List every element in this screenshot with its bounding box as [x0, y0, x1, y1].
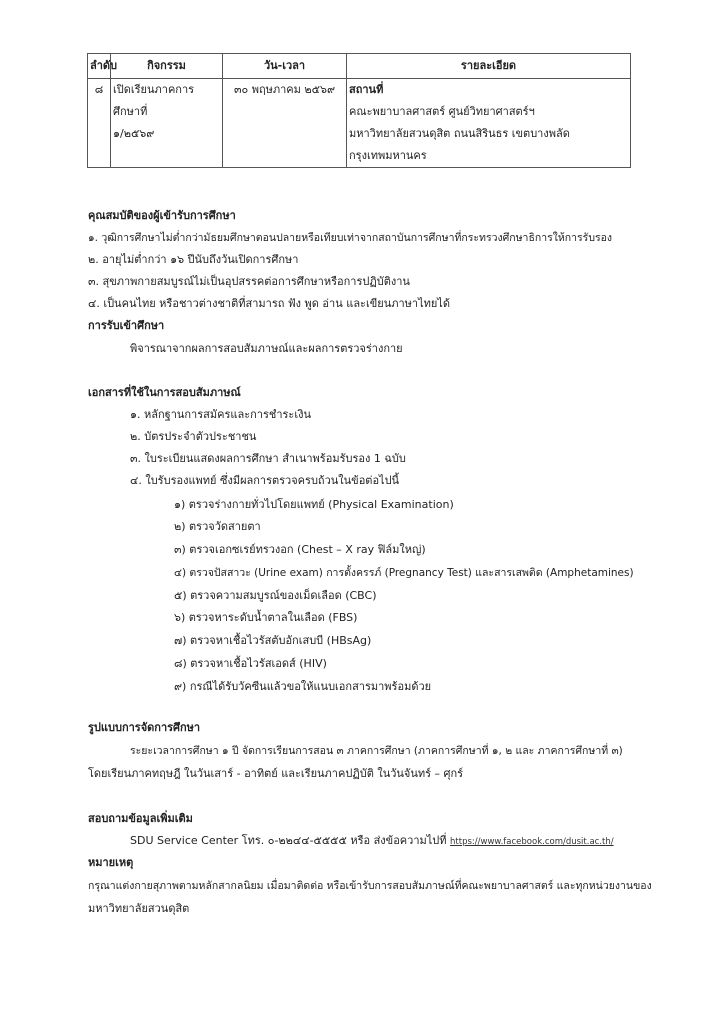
header-no: ลำดับ: [88, 54, 111, 79]
contact-text: SDU Service Center โทร. ๐-๒๒๔๔-๕๕๕๕ หรือ ส่งข้อความไปที่: [130, 834, 447, 847]
medical-item: ๑) ตรวจร่างกายทั่วไปโดยแพทย์ (Physical Examination): [174, 498, 454, 511]
document-item: ๓. ใบระเบียนแสดงผลการศึกษา สำเนาพร้อมรับรอง 1 ฉบับ: [130, 452, 406, 465]
header-date: วัน-เวลา: [223, 54, 347, 79]
table-row: [88, 79, 631, 168]
medical-item: ๓) ตรวจเอกซเรย์ทรวงอก (Chest – X ray ฟิล์มใหญ่): [174, 543, 426, 556]
qualification-item: ๔. เป็นคนไทย หรือชาวต่างชาติที่สามารถ ฟัง พูด อ่าน และเขียนภาษาไทยได้: [88, 297, 450, 310]
detail-line: กรุงเทพมหานคร: [349, 149, 427, 162]
header-activity: กิจกรรม: [111, 54, 223, 79]
qualifications-title: คุณสมบัติของผู้เข้ารับการศึกษา: [88, 209, 236, 222]
qualification-item: ๑. วุฒิการศึกษาไม่ต่ำกว่ามัธยมศึกษาตอนปลายหรือเทียบเท่าจากสถาบันการศึกษาที่กระทรวงศึกษาธิการให้การรับรอง: [88, 232, 613, 244]
detail-line: มหาวิทยาลัยสวนดุสิต ถนนสิรินธร เขตบางพลัด: [349, 127, 570, 140]
medical-item: ๘) ตรวจหาเชื้อไวรัสเอดส์ (HIV): [174, 657, 327, 670]
note-title: หมายเหตุ: [88, 856, 134, 869]
contact-title: สอบถามข้อมูลเพิ่มเติม: [88, 812, 193, 825]
qualification-item: ๒. อายุไม่ต่ำกว่า ๑๖ ปีนับถึงวันเปิดการศึกษา: [88, 253, 299, 266]
contact-line: [130, 834, 614, 849]
medical-item: ๗) ตรวจหาเชื้อไวรัสตับอักเสบบี (HBsAg): [174, 634, 372, 647]
detail-line: คณะพยาบาลศาสตร์ ศูนย์วิทยาศาสตร์ฯ: [349, 105, 535, 118]
format-title: รูปแบบการจัดการศึกษา: [88, 721, 201, 734]
note-line: มหาวิทยาลัยสวนดุสิต: [88, 902, 190, 915]
medical-item: ๕) ตรวจความสมบูรณ์ของเม็ดเลือด (CBC): [174, 589, 377, 602]
row-no: ๘: [88, 79, 111, 168]
header-detail: รายละเอียด: [347, 54, 631, 79]
note-line: กรุณาแต่งกายสุภาพตามหลักสากลนิยม เมื่อมาติดต่อ หรือเข้ารับการสอบสัมภาษณ์ที่คณะพยาบาลศาสตร์ และทุกหน่วยงานของ: [88, 880, 652, 892]
row-detail: [347, 79, 631, 168]
medical-item: ๖) ตรวจหาระดับน้ำตาลในเลือด (FBS): [174, 611, 358, 624]
format-line: โดยเรียนภาคทฤษฎี ในวันเสาร์ - อาทิตย์ และเรียนภาคปฏิบัติ ในวันจันทร์ – ศุกร์: [88, 767, 464, 780]
document-item: ๒. บัตรประจำตัวประชาชน: [130, 430, 257, 443]
medical-item: ๙) กรณีได้รับวัคซีนแล้วขอให้แนบเอกสารมาพร้อมด้วย: [174, 680, 432, 693]
facebook-link[interactable]: https://www.facebook.com/dusit.ac.th/: [450, 837, 614, 847]
medical-item: ๔) ตรวจปัสสาวะ (Urine exam) การตั้งครรภ์ (Pregnancy Test) และสารเสพติด (Amphetamines): [174, 567, 634, 579]
format-line: ระยะเวลาการศึกษา ๑ ปี จัดการเรียนการสอน ๓ ภาคการศึกษา (ภาคการศึกษาที่ ๑, ๒ และ ภาคการศึกษาที่ ๓): [130, 745, 623, 757]
activity-line: ๑/๒๕๖๙: [113, 127, 155, 140]
row-date: ๓๐ พฤษภาคม ๒๕๖๙: [223, 79, 347, 168]
schedule-table: [87, 53, 631, 168]
admission-text: พิจารณาจากผลการสอบสัมภาษณ์และผลการตรวจร่างกาย: [130, 342, 403, 355]
documents-title: เอกสารที่ใช้ในการสอบสัมภาษณ์: [88, 386, 241, 399]
qualification-item: ๓. สุขภาพกายสมบูรณ์ไม่เป็นอุปสรรคต่อการศึกษาหรือการปฏิบัติงาน: [88, 275, 410, 288]
document-item: ๑. หลักฐานการสมัครและการชำระเงิน: [130, 408, 311, 421]
admission-title: การรับเข้าศึกษา: [88, 319, 165, 332]
medical-item: ๒) ตรวจวัดสายตา: [174, 520, 261, 533]
activity-line: เปิดเรียนภาคการศึกษาที่: [113, 83, 195, 118]
row-activity: [111, 79, 223, 168]
table-header-row: [88, 54, 631, 79]
document-item: ๔. ใบรับรองแพทย์ ซึ่งมีผลการตรวจครบถ้วนในข้อต่อไปนี้: [130, 474, 400, 487]
detail-title: สถานที่: [349, 83, 384, 96]
